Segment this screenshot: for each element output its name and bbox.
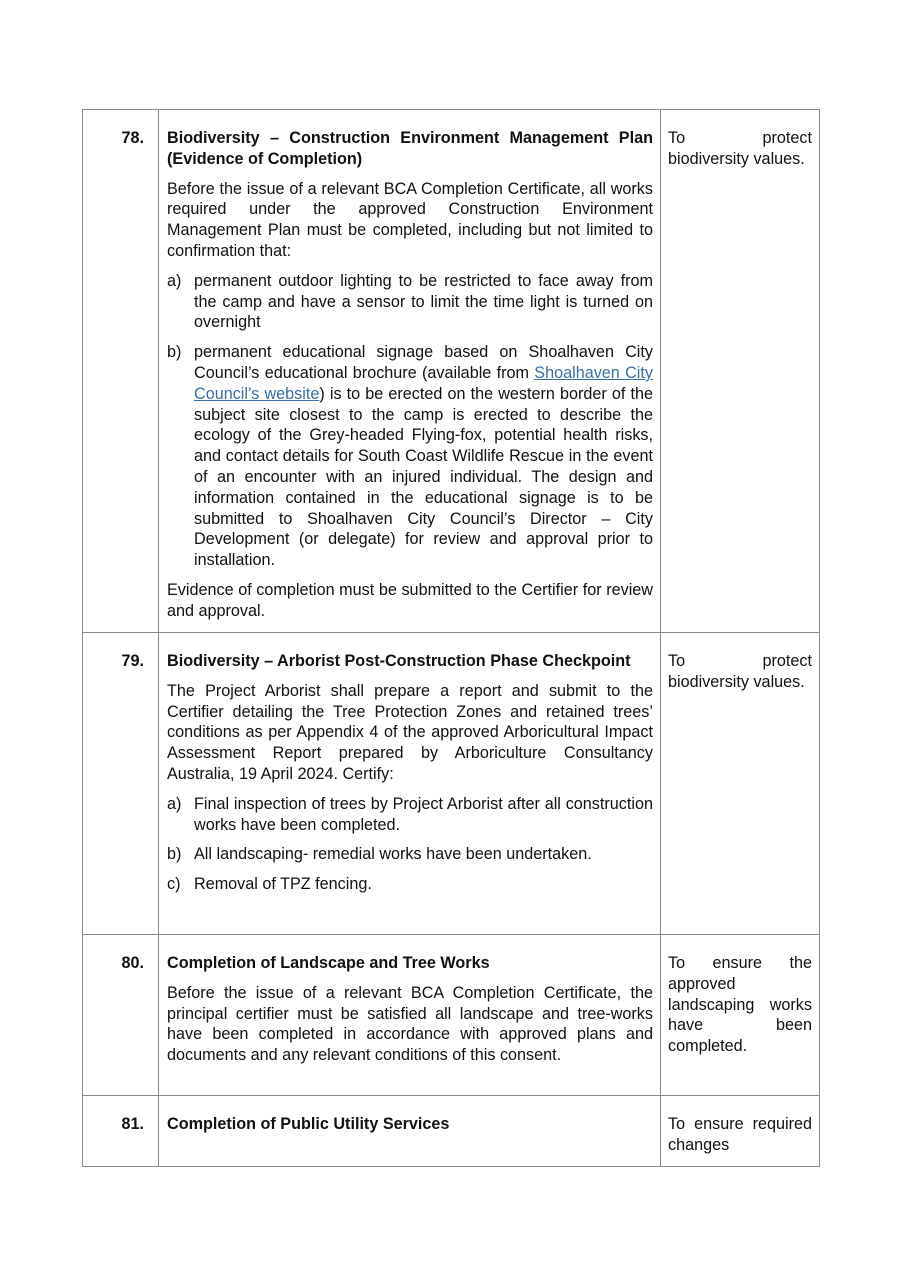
list-item — [167, 271, 653, 333]
list-item — [167, 874, 653, 895]
condition-row-81 — [83, 1096, 820, 1167]
condition-intro: The Project Arborist shall prepare a report and submit to the Certifier detailing the Tree Protection Zones and retained trees’ conditions as per Appendix 4 of the approved Arboricultural Impact Assessment Report prepared by Arboriculture Consultancy Australia, 19 April 2024. Certify: — [167, 681, 653, 783]
condition-reason — [661, 633, 820, 935]
condition-number: 80. — [83, 935, 159, 1096]
condition-body — [159, 110, 661, 633]
reason-text: To ensure required changes — [668, 1115, 812, 1154]
condition-reason — [661, 110, 820, 633]
condition-number: 79. — [83, 633, 159, 935]
council-website-link[interactable]: Shoalhaven City Council’s website — [194, 363, 653, 403]
list-text: Final inspection of trees by Project Arborist after all construction works have been completed. — [194, 794, 653, 834]
condition-title: Biodiversity – Arborist Post-Construction Phase Checkpoint — [167, 652, 631, 670]
list-item — [167, 342, 653, 571]
condition-intro: Before the issue of a relevant BCA Completion Certificate, all works required under the approved Construction Environment Management Plan must be completed, including but not limited to confirmation that: — [167, 179, 653, 260]
list-marker: b) — [167, 845, 182, 864]
condition-reason — [661, 1096, 820, 1167]
list-text-after-link: ) is to be erected on the western border of the subject site closest to the camp is erected to describe the ecology of the Grey-headed Flying-fox, potential health risks, and contact details for South Coast Wildlife Rescue in the event of an encounter with an injured individual. The design and information contained in the educational signage is to be submitted to Shoalhaven City Council’s Director – City Development (or delegate) for review and approval prior to installation. — [194, 384, 653, 570]
condition-title: Completion of Public Utility Services — [167, 1115, 450, 1133]
condition-intro: Before the issue of a relevant BCA Completion Certificate, the principal certifier must be satisfied all landscape and tree-works have been completed in accordance with approved plans and documents and any relevant conditions of this consent. — [167, 983, 653, 1065]
list-text: All landscaping- remedial works have been undertaken. — [194, 845, 592, 864]
list-text: permanent outdoor lighting to be restricted to face away from the camp and have a sensor to limit the time light is turned on overnight — [194, 271, 653, 332]
reason-text: To ensure the approved landscaping works have been completed. — [668, 954, 812, 1056]
condition-reason — [661, 935, 820, 1096]
reason-text: To protect biodiversity values. — [668, 129, 812, 168]
conditions-table — [82, 109, 820, 1167]
list-text: Removal of TPZ fencing. — [194, 875, 372, 894]
list-marker: b) — [167, 343, 182, 362]
list-item — [167, 844, 653, 865]
condition-number: 81. — [83, 1096, 159, 1167]
condition-row-80 — [83, 935, 820, 1096]
condition-number: 78. — [83, 110, 159, 633]
condition-closing: Evidence of completion must be submitted to the Certifier for review and approval. — [167, 580, 653, 620]
condition-body — [159, 1096, 661, 1167]
condition-row-78 — [83, 110, 820, 633]
reason-text: To protect biodiversity values. — [668, 652, 812, 691]
list-text — [194, 342, 653, 571]
condition-body — [159, 935, 661, 1096]
document-page — [82, 109, 819, 1167]
list-text-before-link: permanent educational signage based on Shoalhaven City Council’s educational brochure (available from — [194, 343, 653, 382]
list-marker: c) — [167, 875, 181, 894]
list-item — [167, 794, 653, 836]
condition-title: Biodiversity – Construction Environment Management Plan (Evidence of Completion) — [167, 129, 653, 168]
list-marker: a) — [167, 794, 182, 813]
condition-body — [159, 633, 661, 935]
condition-title: Completion of Landscape and Tree Works — [167, 954, 490, 972]
list-marker: a) — [167, 271, 182, 290]
condition-row-79 — [83, 633, 820, 935]
